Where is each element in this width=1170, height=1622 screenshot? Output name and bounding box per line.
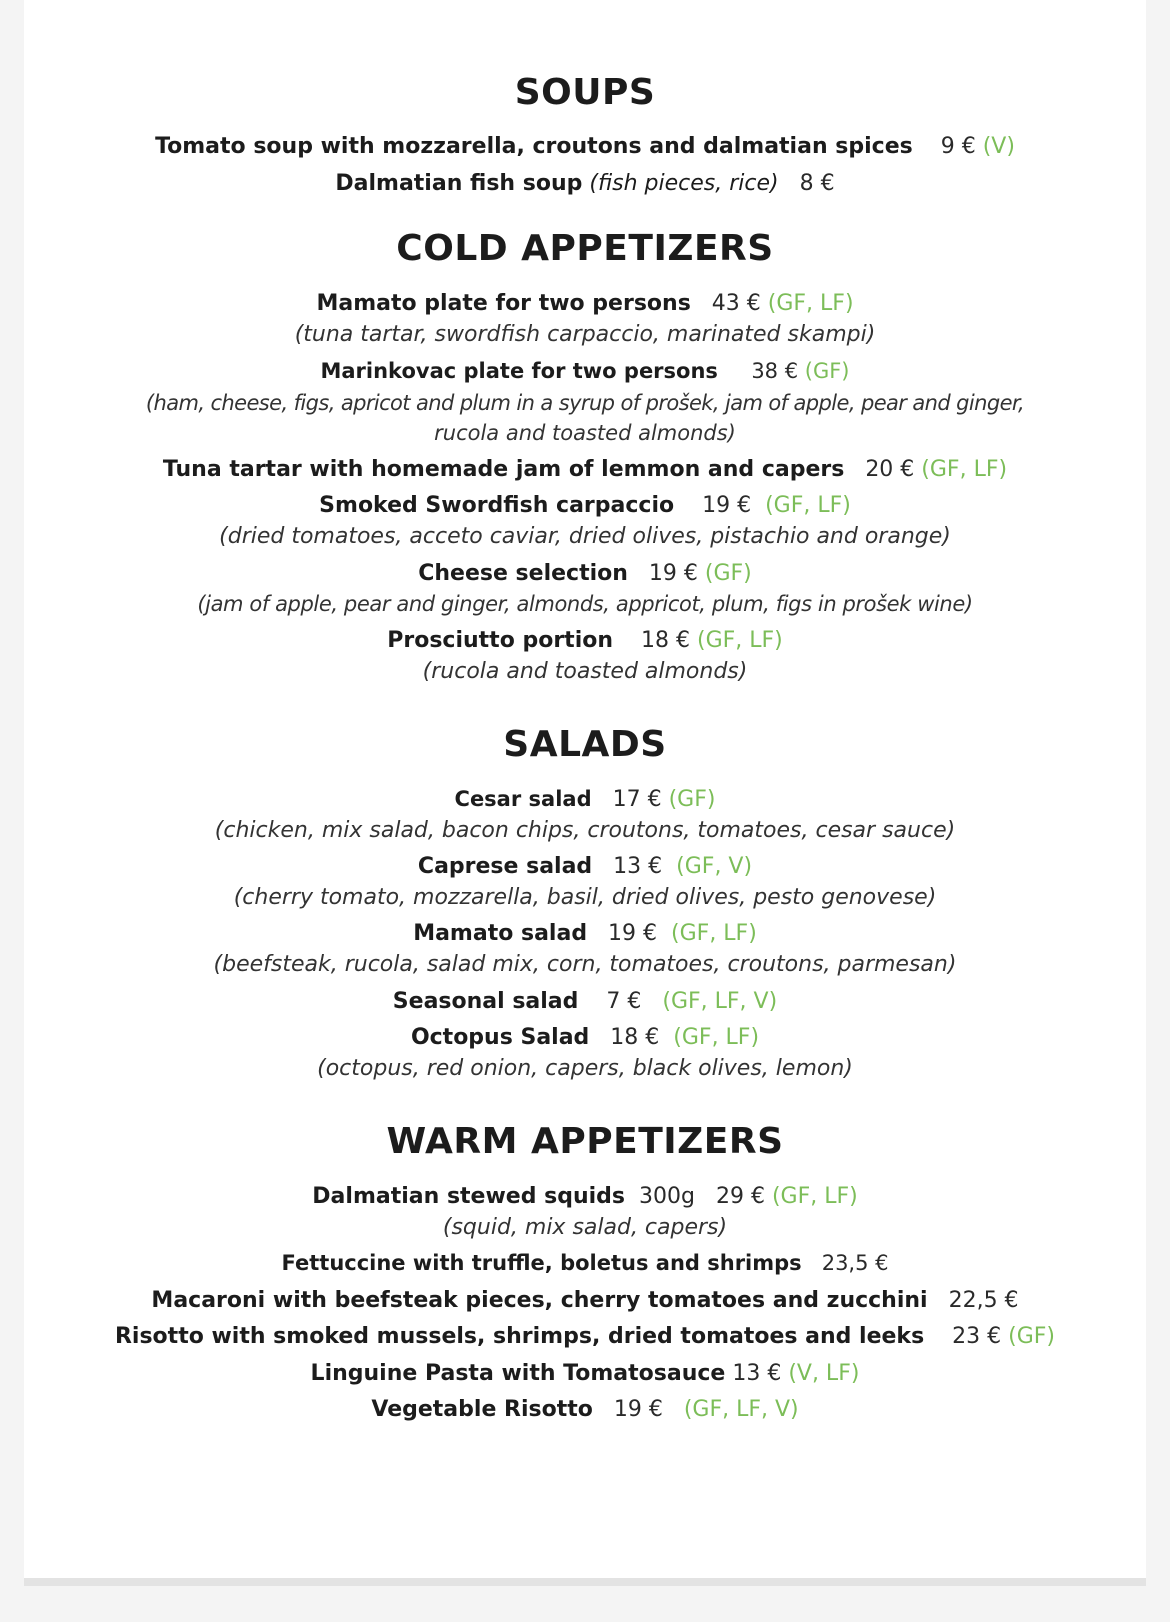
item-name: Dalmatian stewed squids — [312, 1184, 626, 1209]
section-title-cold-appetizers: COLD APPETIZERS — [396, 228, 774, 269]
item-name: Fettuccine with truffle, boletus and shrimps — [281, 1251, 802, 1275]
item-name: Linguine Pasta with Tomatosauce — [310, 1361, 726, 1386]
item-price: 19 € — [613, 1397, 663, 1422]
menu-item — [24, 1184, 1146, 1209]
menu-item — [24, 989, 1146, 1014]
item-description: rucola and toasted almonds) — [434, 421, 736, 445]
item-price: 23 € — [952, 1324, 1002, 1349]
menu-item — [24, 1361, 1146, 1386]
item-name: Mamato salad — [413, 921, 588, 946]
item-tags: (V, LF) — [788, 1361, 860, 1386]
item-price: 300g 29 € — [639, 1184, 765, 1209]
item-price: 13 € — [732, 1361, 782, 1386]
menu-item — [24, 787, 1146, 812]
item-price: 38 € — [751, 359, 799, 383]
item-description: (beefsteak, rucola, salad mix, corn, tomatoes, croutons, parmesan) — [213, 952, 957, 977]
menu-item — [24, 457, 1146, 482]
item-tags: (GF, LF) — [921, 457, 1008, 482]
item-description: (ham, cheese, figs, apricot and plum in a syrup of prošek, jam of apple, pear and ginger, — [145, 391, 1025, 415]
item-price: 43 € — [711, 291, 761, 316]
item-price: 9 € — [940, 134, 976, 159]
menu-item — [24, 493, 1146, 518]
item-tags: (GF) — [804, 359, 850, 383]
item-price: 20 € — [865, 457, 915, 482]
item-name: Tomato soup with mozzarella, croutons and dalmatian spices — [155, 134, 913, 159]
item-tags: (GF, LF) — [673, 1025, 760, 1050]
menu-item — [24, 1397, 1146, 1422]
item-name: Cesar salad — [454, 787, 592, 811]
menu-item — [24, 1288, 1146, 1313]
item-description: (tuna tartar, swordfish carpaccio, marinated skampi) — [294, 322, 876, 347]
item-tags: (GF, LF, V) — [683, 1397, 799, 1422]
item-price: 8 € — [799, 171, 835, 196]
item-price: 18 € — [610, 1025, 660, 1050]
menu-item — [24, 1251, 1146, 1275]
item-description: (jam of apple, pear and ginger, almonds, appricot, plum, figs in prošek wine) — [197, 592, 973, 616]
item-price: 13 € — [613, 854, 663, 879]
menu-item — [24, 561, 1146, 586]
item-tags: (GF) — [668, 787, 716, 812]
item-description: (dried tomatoes, acceto caviar, dried olives, pistachio and orange) — [219, 524, 951, 549]
section-title-warm-appetizers: WARM APPETIZERS — [386, 1121, 784, 1162]
item-price: 22,5 € — [948, 1288, 1019, 1313]
item-price: 19 € — [648, 561, 698, 586]
menu-page — [24, 0, 1146, 1578]
item-price: 19 € — [608, 921, 658, 946]
item-name: Macaroni with beefsteak pieces, cherry tomatoes and zucchini — [151, 1288, 928, 1313]
item-tags: (GF, LF) — [771, 1184, 858, 1209]
item-name: Octopus Salad — [410, 1025, 590, 1050]
item-tags: (GF, V) — [676, 854, 753, 879]
item-tags: (GF) — [1008, 1324, 1056, 1349]
item-name: Smoked Swordfish carpaccio — [319, 493, 675, 518]
menu-item — [24, 628, 1146, 653]
item-tags: (GF, LF, V) — [662, 989, 778, 1014]
item-tags: (GF) — [704, 561, 752, 586]
section-title-salads: SALADS — [503, 724, 667, 765]
item-tags: (GF, LF) — [765, 493, 851, 518]
item-name: Caprese salad — [417, 854, 593, 879]
item-name: Marinkovac plate for two persons — [320, 359, 718, 383]
menu-item — [24, 1324, 1146, 1349]
item-description: (cherry tomato, mozzarella, basil, dried olives, pesto genovese) — [233, 885, 937, 910]
item-tags: (GF, LF) — [696, 628, 783, 653]
item-price: 23,5 € — [821, 1251, 889, 1275]
page-bottom-divider — [24, 1578, 1146, 1586]
item-price: 19 € — [702, 493, 752, 518]
item-tags: (GF, LF) — [671, 921, 757, 946]
item-price: 7 € — [606, 989, 642, 1014]
section-title-soups: SOUPS — [514, 72, 656, 113]
item-price: 18 € — [641, 628, 690, 653]
menu-item — [24, 134, 1146, 159]
item-name: Vegetable Risotto — [371, 1397, 593, 1422]
item-name: Cheese selection — [418, 561, 628, 586]
menu-item — [24, 291, 1146, 316]
menu-item — [24, 854, 1146, 879]
item-tags: (GF, LF) — [767, 291, 854, 316]
item-name: Mamato plate for two persons — [316, 291, 691, 316]
item-tags: (V) — [982, 134, 1015, 159]
menu-item — [24, 1025, 1146, 1050]
menu-item — [24, 921, 1146, 946]
item-name: Seasonal salad — [392, 989, 579, 1014]
item-name: Prosciutto portion — [387, 628, 614, 653]
item-description: (chicken, mix salad, bacon chips, croutons, tomatoes, cesar sauce) — [214, 818, 956, 843]
item-description: (rucola and toasted almonds) — [422, 659, 748, 684]
item-description: (octopus, red onion, capers, black olives, lemon) — [317, 1056, 853, 1081]
menu-item — [24, 171, 1146, 196]
item-price: 17 € — [612, 787, 662, 812]
menu-item — [24, 359, 1146, 383]
item-name: Risotto with smoked mussels, shrimps, dried tomatoes and leeks — [114, 1324, 925, 1349]
item-name: Dalmatian fish soup — [335, 171, 583, 196]
item-note: (fish pieces, rice) — [589, 171, 779, 196]
item-description: (squid, mix salad, capers) — [442, 1215, 728, 1240]
item-name: Tuna tartar with homemade jam of lemmon and capers — [162, 457, 845, 482]
